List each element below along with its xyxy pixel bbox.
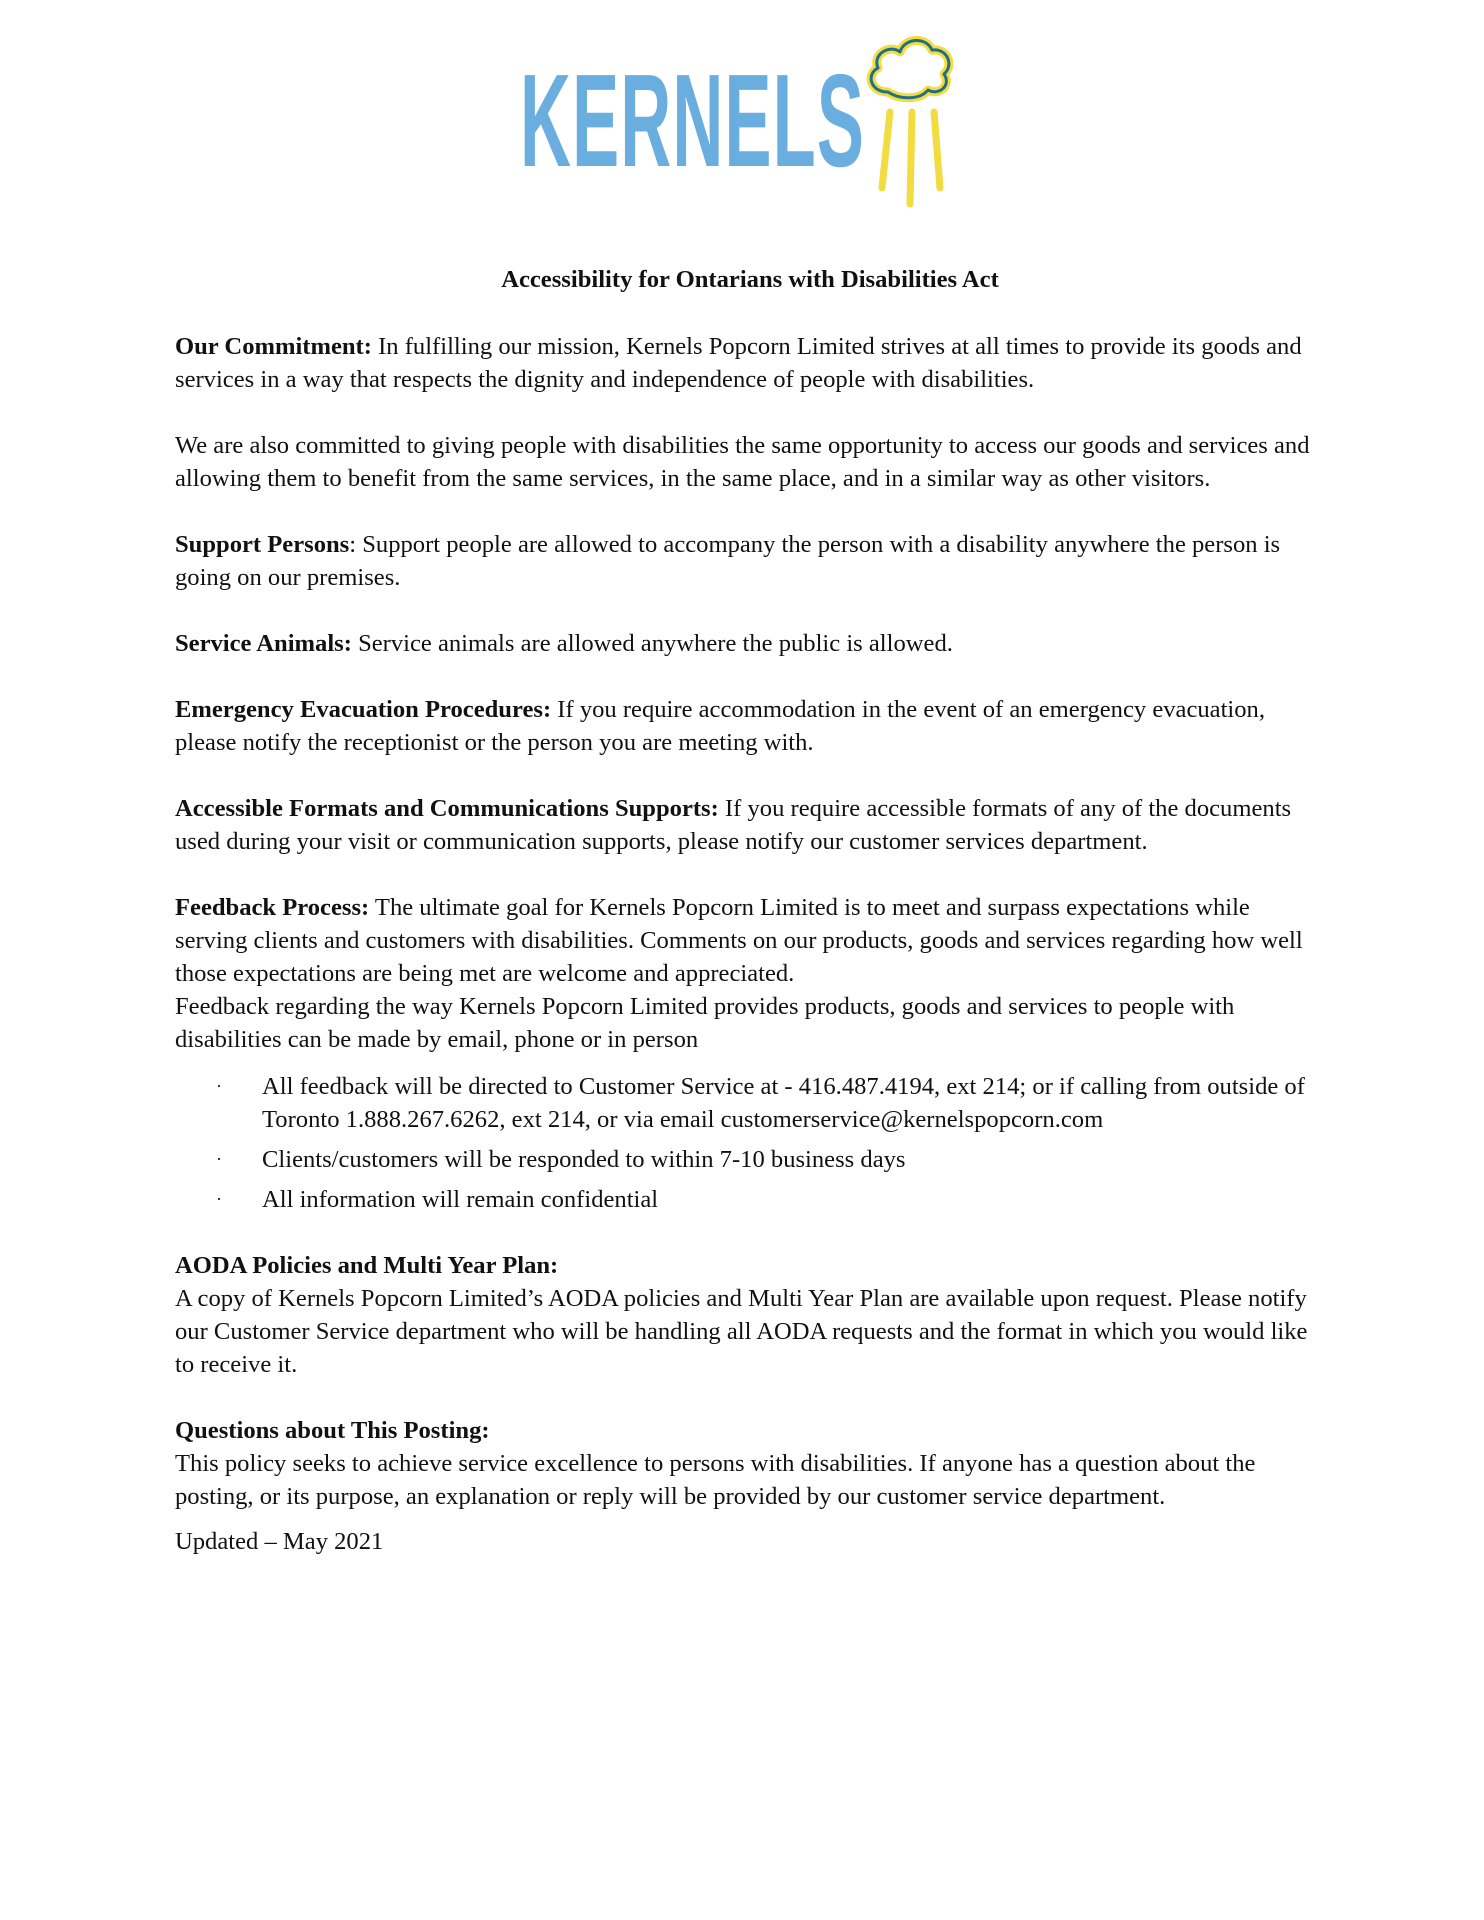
section-emergency-evacuation — [175, 693, 1325, 759]
section-heading: Our Commitment: — [175, 333, 372, 360]
logo-wordmark: KERNELS — [520, 47, 865, 194]
section-text: : Support people are allowed to accompany the person with a disability anywhere the person is going on our premises. — [175, 531, 1281, 591]
section-heading: Support Persons — [175, 531, 350, 558]
section-commitment — [175, 330, 1325, 396]
section-questions-heading — [175, 1414, 1325, 1447]
section-text: This policy seeks to achieve service excellence to persons with disabilities. If anyone has a question about the posting, or its purpose, an explanation or reply will be provided by our customer service department. — [175, 1450, 1256, 1510]
page-title: Accessibility for Ontarians with Disabilities Act — [501, 266, 999, 293]
list-item-text: All feedback will be directed to Customer Service at - 416.487.4194, ext 214; or if calling from outside of Toronto 1.888.267.6262, ext 214, or via email customerservice@kernelspopcorn.com — [262, 1073, 1305, 1133]
section-text: If you require accommodation in the event of an emergency evacuation, please notify the receptionist or the person you are meeting with. — [175, 696, 1265, 756]
section-aoda — [175, 1282, 1325, 1381]
list-item-text: Clients/customers will be responded to within 7-10 business days — [262, 1146, 906, 1173]
bullet-glyph: · — [216, 1189, 222, 1209]
section-feedback-channels — [175, 990, 1325, 1056]
section-questions — [175, 1447, 1325, 1513]
section-text: The ultimate goal for Kernels Popcorn Limited is to meet and surpass expectations while serving clients and customers with disabilities. Comments on our products, goods and services regarding how well those expectations are being met are welcome and appreciated. — [175, 894, 1303, 987]
section-heading: Emergency Evacuation Procedures: — [175, 696, 552, 723]
section-text: If you require accessible formats of any of the documents used during your visit or communication supports, please notify our customer services department. — [175, 795, 1292, 855]
section-heading: AODA Policies and Multi Year Plan: — [175, 1252, 559, 1279]
bullet-glyph: · — [216, 1149, 222, 1169]
section-heading: Questions about This Posting: — [175, 1417, 490, 1444]
updated-date: Updated – May 2021 — [175, 1528, 384, 1555]
section-service-animals — [175, 627, 1325, 660]
section-text: Feedback regarding the way Kernels Popcorn Limited provides products, goods and services to people with disabilities can be made by email, phone or in person — [175, 993, 1235, 1053]
list-item — [216, 1183, 1325, 1216]
section-heading: Feedback Process: — [175, 894, 370, 921]
policy-document — [175, 262, 1325, 1591]
section-accessible-formats — [175, 792, 1325, 858]
section-text: In fulfilling our mission, Kernels Popcorn Limited strives at all times to provide its goods and services in a way that respects the dignity and independence of people with disabilities. — [175, 333, 1302, 393]
feedback-bullet-list — [175, 1070, 1325, 1216]
kernels-logo — [520, 20, 970, 220]
popcorn-cloud-icon — [871, 40, 949, 204]
section-feedback — [175, 891, 1325, 990]
section-text: We are also committed to giving people with disabilities the same opportunity to access our goods and services and allowing them to benefit from the same services, in the same place, and in a similar way as other visitors. — [175, 432, 1310, 492]
section-support-persons — [175, 528, 1325, 594]
section-heading: Service Animals: — [175, 630, 352, 657]
bullet-glyph: · — [216, 1076, 222, 1096]
section-text: Service animals are allowed anywhere the public is allowed. — [351, 630, 953, 657]
list-item — [216, 1143, 1325, 1176]
list-item-text: All information will remain confidential — [262, 1186, 659, 1213]
section-commitment-continued — [175, 429, 1325, 495]
section-aoda-heading — [175, 1249, 1325, 1282]
section-text: A copy of Kernels Popcorn Limited’s AODA policies and Multi Year Plan are available upon request. Please notify our Customer Service department who will be handling all AODA requests and the format in which you would like to receive it. — [175, 1285, 1308, 1378]
section-heading: Accessible Formats and Communications Supports: — [175, 795, 719, 822]
list-item — [216, 1070, 1325, 1136]
